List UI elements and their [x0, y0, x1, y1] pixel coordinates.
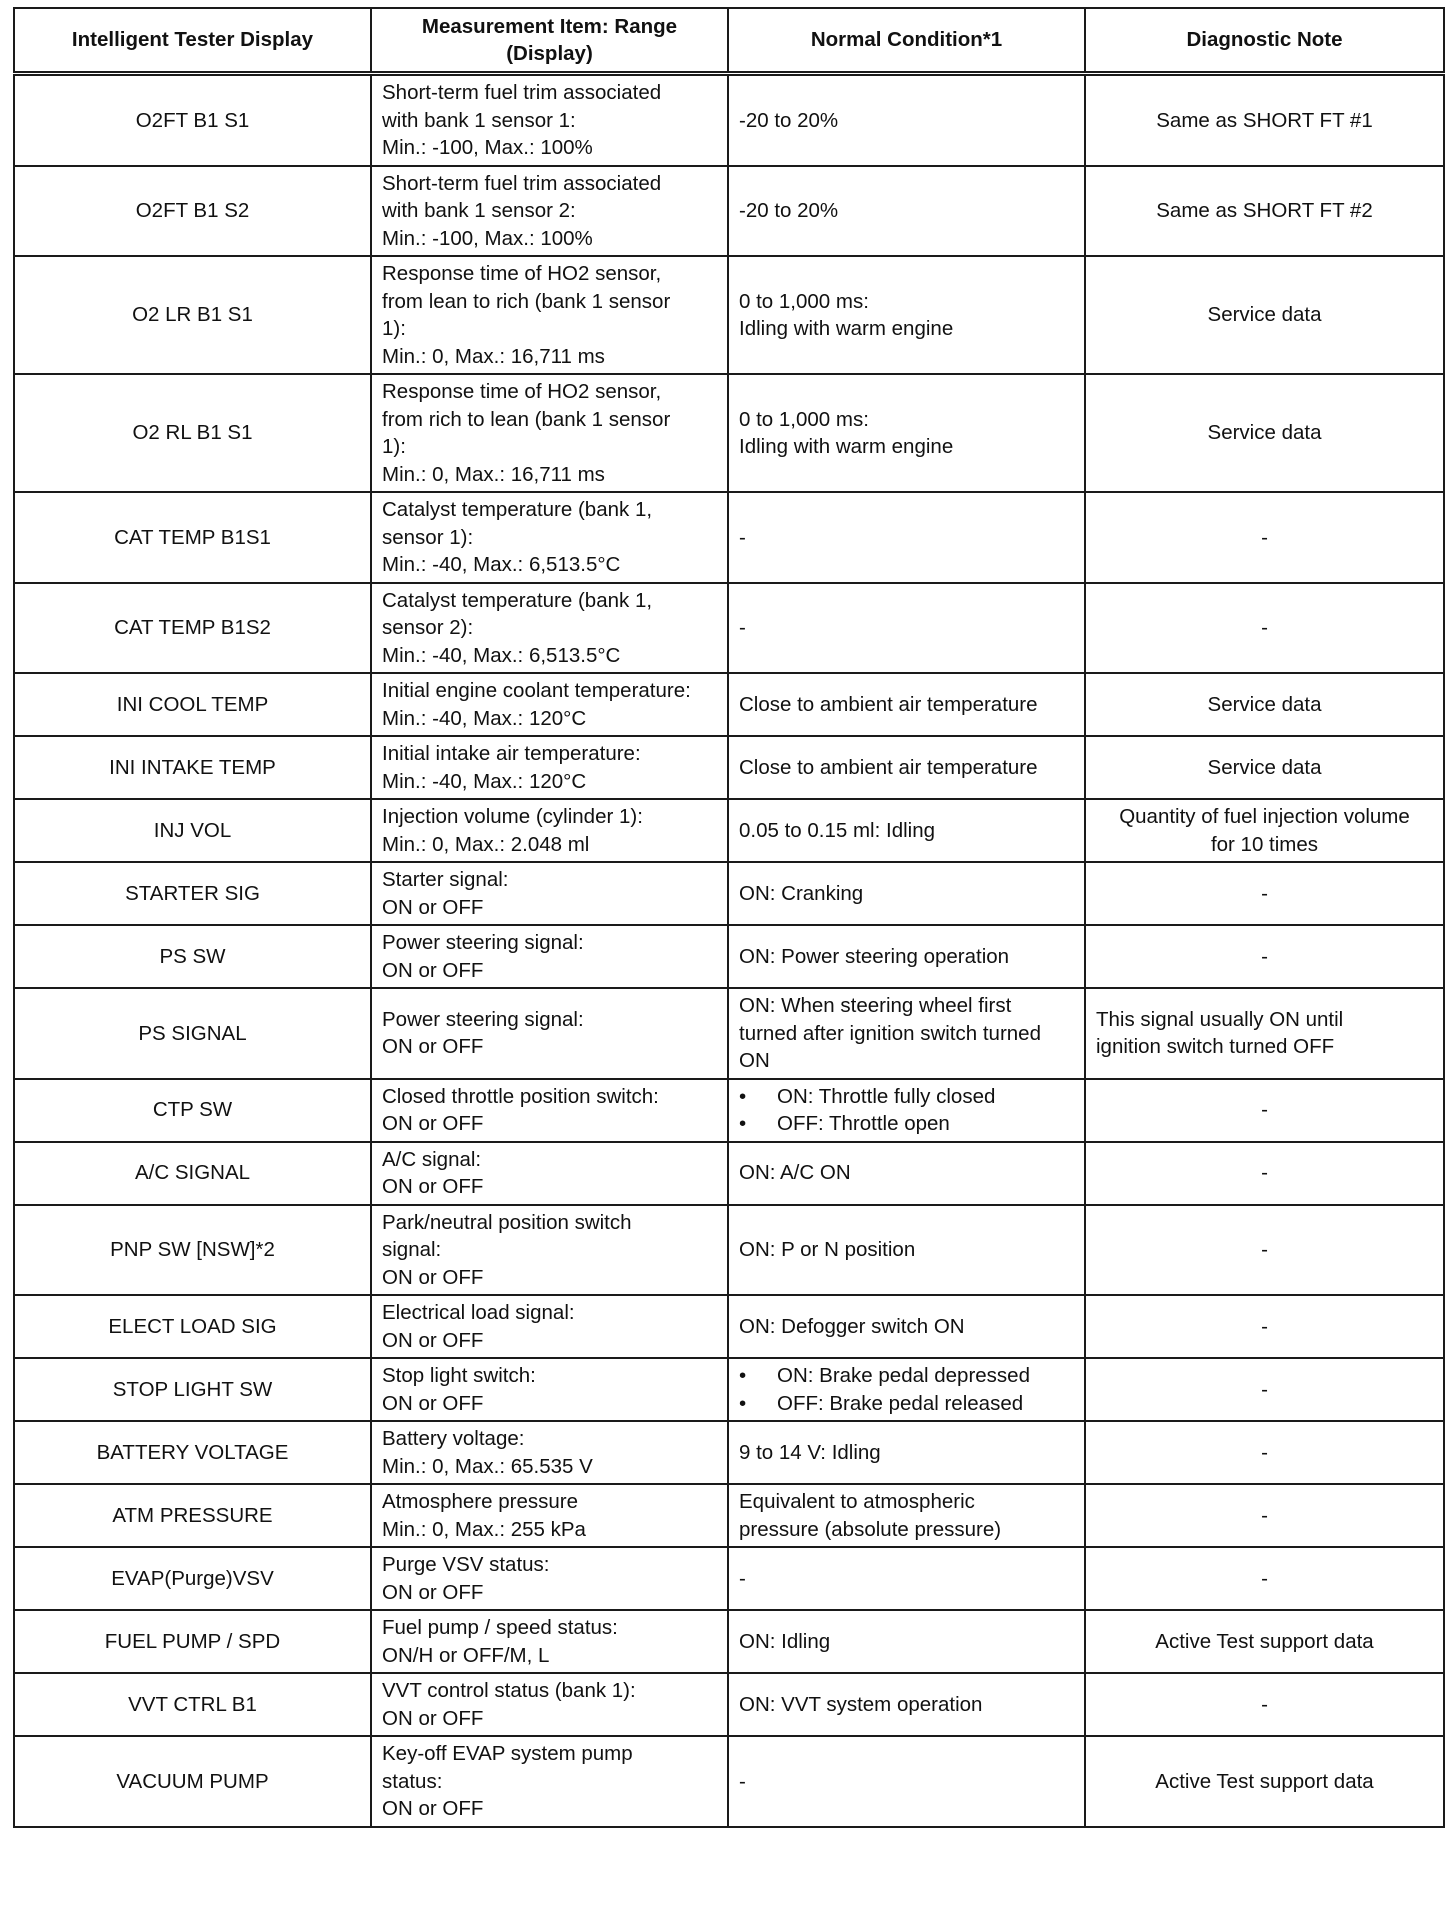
cell-diagnostic-note: -: [1085, 1358, 1444, 1421]
cell-diagnostic-note: Service data: [1085, 256, 1444, 374]
cell-diagnostic-note: Service data: [1085, 736, 1444, 799]
cell-diagnostic-note: Same as SHORT FT #1: [1085, 74, 1444, 166]
cell-measurement-range: Response time of HO2 sensor, from rich to lean (bank 1 sensor 1): Min.: 0, Max.: 16,711 ms: [371, 374, 728, 492]
cell-measurement-range: Atmosphere pressure Min.: 0, Max.: 255 kPa: [371, 1484, 728, 1547]
cell-measurement-range: Closed throttle position switch: ON or OFF: [371, 1079, 728, 1142]
cell-diagnostic-note: -: [1085, 1547, 1444, 1610]
table-row: [14, 862, 1444, 925]
table-row: [14, 1142, 1444, 1205]
cell-measurement-range: Short-term fuel trim associated with bank 1 sensor 1: Min.: -100, Max.: 100%: [371, 74, 728, 166]
cell-tester-display: CAT TEMP B1S1: [14, 492, 371, 583]
cell-diagnostic-note: -: [1085, 925, 1444, 988]
table-row: [14, 166, 1444, 257]
cell-measurement-range: Response time of HO2 sensor, from lean to rich (bank 1 sensor 1): Min.: 0, Max.: 16,711 ms: [371, 256, 728, 374]
cell-tester-display: VACUUM PUMP: [14, 1736, 371, 1827]
cell-measurement-range: Purge VSV status: ON or OFF: [371, 1547, 728, 1610]
cell-measurement-range: Catalyst temperature (bank 1, sensor 1): Min.: -40, Max.: 6,513.5°C: [371, 492, 728, 583]
cell-measurement-range: Power steering signal: ON or OFF: [371, 988, 728, 1079]
cell-normal-condition: ON: When steering wheel first turned after ignition switch turned ON: [728, 988, 1085, 1079]
cell-diagnostic-note: -: [1085, 1484, 1444, 1547]
cell-diagnostic-note: -: [1085, 1142, 1444, 1205]
cell-normal-condition: -: [728, 583, 1085, 674]
cell-normal-condition: -20 to 20%: [728, 74, 1085, 166]
cell-diagnostic-note: -: [1085, 1673, 1444, 1736]
cell-normal-condition: -: [728, 492, 1085, 583]
data-list-table: [13, 7, 1445, 1828]
cell-tester-display: FUEL PUMP / SPD: [14, 1610, 371, 1673]
header-display: Intelligent Tester Display: [14, 8, 371, 74]
table-row: [14, 1736, 1444, 1827]
cell-tester-display: INI COOL TEMP: [14, 673, 371, 736]
cell-tester-display: ATM PRESSURE: [14, 1484, 371, 1547]
table-row: [14, 1673, 1444, 1736]
cell-measurement-range: VVT control status (bank 1): ON or OFF: [371, 1673, 728, 1736]
cell-normal-condition: [728, 1358, 1085, 1421]
cell-tester-display: PS SIGNAL: [14, 988, 371, 1079]
table-row: [14, 736, 1444, 799]
cell-measurement-range: Stop light switch: ON or OFF: [371, 1358, 728, 1421]
cell-tester-display: ELECT LOAD SIG: [14, 1295, 371, 1358]
cell-diagnostic-note: -: [1085, 1421, 1444, 1484]
cell-normal-condition: ON: Power steering operation: [728, 925, 1085, 988]
bullet-item: • ON: Throttle fully closed: [739, 1083, 1074, 1111]
table-row: [14, 1610, 1444, 1673]
cell-measurement-range: Electrical load signal: ON or OFF: [371, 1295, 728, 1358]
table-row: [14, 799, 1444, 862]
cell-tester-display: O2 LR B1 S1: [14, 256, 371, 374]
cell-normal-condition: ON: Defogger switch ON: [728, 1295, 1085, 1358]
table-row: [14, 1547, 1444, 1610]
cell-diagnostic-note: -: [1085, 1205, 1444, 1296]
cell-measurement-range: Power steering signal: ON or OFF: [371, 925, 728, 988]
cell-measurement-range: Initial engine coolant temperature: Min.: -40, Max.: 120°C: [371, 673, 728, 736]
cell-normal-condition: 0 to 1,000 ms: Idling with warm engine: [728, 256, 1085, 374]
cell-tester-display: PNP SW [NSW]*2: [14, 1205, 371, 1296]
cell-measurement-range: Key-off EVAP system pump status: ON or OFF: [371, 1736, 728, 1827]
table-row: [14, 583, 1444, 674]
table-row: [14, 1484, 1444, 1547]
table-row: [14, 492, 1444, 583]
bullet-item: • ON: Brake pedal depressed: [739, 1362, 1074, 1390]
cell-tester-display: STARTER SIG: [14, 862, 371, 925]
table-row: [14, 374, 1444, 492]
cell-tester-display: CAT TEMP B1S2: [14, 583, 371, 674]
table-row: [14, 74, 1444, 166]
header-diagnostic-note: Diagnostic Note: [1085, 8, 1444, 74]
cell-diagnostic-note: -: [1085, 583, 1444, 674]
cell-normal-condition: Close to ambient air temperature: [728, 673, 1085, 736]
cell-normal-condition: -: [728, 1736, 1085, 1827]
table-row: [14, 256, 1444, 374]
cell-tester-display: STOP LIGHT SW: [14, 1358, 371, 1421]
table-row: [14, 673, 1444, 736]
table-row: [14, 1079, 1444, 1142]
cell-normal-condition: 0.05 to 0.15 ml: Idling: [728, 799, 1085, 862]
cell-measurement-range: Catalyst temperature (bank 1, sensor 2): Min.: -40, Max.: 6,513.5°C: [371, 583, 728, 674]
cell-normal-condition: -20 to 20%: [728, 166, 1085, 257]
cell-normal-condition: ON: VVT system operation: [728, 1673, 1085, 1736]
cell-tester-display: CTP SW: [14, 1079, 371, 1142]
cell-measurement-range: Injection volume (cylinder 1): Min.: 0, Max.: 2.048 ml: [371, 799, 728, 862]
cell-tester-display: INI INTAKE TEMP: [14, 736, 371, 799]
cell-measurement-range: Initial intake air temperature: Min.: -40, Max.: 120°C: [371, 736, 728, 799]
cell-diagnostic-note: -: [1085, 1295, 1444, 1358]
cell-tester-display: A/C SIGNAL: [14, 1142, 371, 1205]
table-row: [14, 1295, 1444, 1358]
cell-normal-condition: ON: P or N position: [728, 1205, 1085, 1296]
cell-tester-display: PS SW: [14, 925, 371, 988]
cell-normal-condition: ON: Cranking: [728, 862, 1085, 925]
cell-diagnostic-note: -: [1085, 492, 1444, 583]
cell-tester-display: VVT CTRL B1: [14, 1673, 371, 1736]
cell-measurement-range: A/C signal: ON or OFF: [371, 1142, 728, 1205]
cell-normal-condition: 9 to 14 V: Idling: [728, 1421, 1085, 1484]
cell-diagnostic-note: Quantity of fuel injection volume for 10 times: [1085, 799, 1444, 862]
cell-diagnostic-note: -: [1085, 862, 1444, 925]
cell-diagnostic-note: Same as SHORT FT #2: [1085, 166, 1444, 257]
bullet-item: • OFF: Brake pedal released: [739, 1390, 1074, 1418]
header-range: Measurement Item: Range (Display): [371, 8, 728, 74]
cell-normal-condition: 0 to 1,000 ms: Idling with warm engine: [728, 374, 1085, 492]
cell-diagnostic-note: -: [1085, 1079, 1444, 1142]
table-row: [14, 925, 1444, 988]
cell-measurement-range: Park/neutral position switch signal: ON or OFF: [371, 1205, 728, 1296]
cell-tester-display: BATTERY VOLTAGE: [14, 1421, 371, 1484]
cell-tester-display: O2FT B1 S1: [14, 74, 371, 166]
cell-diagnostic-note: Active Test support data: [1085, 1610, 1444, 1673]
table-row: [14, 1421, 1444, 1484]
cell-normal-condition: ON: A/C ON: [728, 1142, 1085, 1205]
cell-tester-display: INJ VOL: [14, 799, 371, 862]
table-body: [14, 74, 1444, 1827]
cell-normal-condition: Close to ambient air temperature: [728, 736, 1085, 799]
header-normal-condition: Normal Condition*1: [728, 8, 1085, 74]
cell-diagnostic-note: Service data: [1085, 673, 1444, 736]
cell-normal-condition: [728, 1079, 1085, 1142]
cell-normal-condition: -: [728, 1547, 1085, 1610]
cell-normal-condition: Equivalent to atmospheric pressure (absolute pressure): [728, 1484, 1085, 1547]
cell-tester-display: O2 RL B1 S1: [14, 374, 371, 492]
cell-measurement-range: Starter signal: ON or OFF: [371, 862, 728, 925]
cell-diagnostic-note: Service data: [1085, 374, 1444, 492]
cell-measurement-range: Short-term fuel trim associated with bank 1 sensor 2: Min.: -100, Max.: 100%: [371, 166, 728, 257]
bullet-item: • OFF: Throttle open: [739, 1110, 1074, 1138]
cell-normal-condition: ON: Idling: [728, 1610, 1085, 1673]
cell-diagnostic-note: Active Test support data: [1085, 1736, 1444, 1827]
cell-diagnostic-note: This signal usually ON until ignition switch turned OFF: [1085, 988, 1444, 1079]
cell-measurement-range: Fuel pump / speed status: ON/H or OFF/M, L: [371, 1610, 728, 1673]
table-row: [14, 988, 1444, 1079]
table-row: [14, 1358, 1444, 1421]
cell-tester-display: EVAP(Purge)VSV: [14, 1547, 371, 1610]
cell-tester-display: O2FT B1 S2: [14, 166, 371, 257]
cell-measurement-range: Battery voltage: Min.: 0, Max.: 65.535 V: [371, 1421, 728, 1484]
header-row: [14, 8, 1444, 74]
table-row: [14, 1205, 1444, 1296]
